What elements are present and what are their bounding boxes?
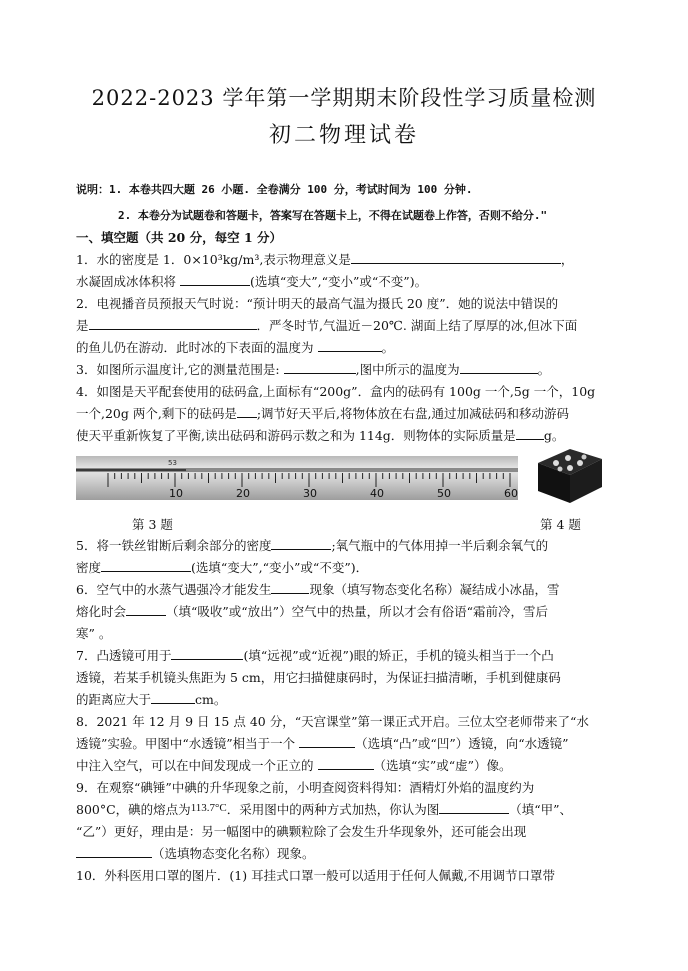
answer-blank[interactable]: [180, 272, 250, 286]
answer-blank[interactable]: [237, 404, 257, 418]
section-1-heading: 一、填空题（共 20 分，每空 1 分）: [76, 230, 283, 245]
answer-blank[interactable]: [299, 734, 355, 748]
weight-icon: [565, 455, 571, 461]
weight-icon: [582, 455, 587, 460]
question-5-line-2: 密度 (选填“变大”,“变小”或“不变”)．: [76, 560, 369, 575]
answer-blank[interactable]: [318, 338, 382, 352]
note-1: 说明：1. 本卷共四大题 26 小题. 全卷满分 100 分，考试时间为 100 分钟.: [76, 183, 473, 196]
thermometer-scale-label: 20: [236, 487, 250, 500]
question-8-line-1: 8．2021 年 12 月 9 日 15 点 40 分，“天宫课堂”第一课正式开启。三位太空老师带来了“水: [76, 714, 589, 729]
question-4-line-2: 一个,20g 两个,剩下的砝码是 ;调节好天平后,将物体放在右盘,通过加减砝码和移动游码: [76, 406, 569, 421]
question-9-line-3: “乙”）更好，理由是：另一幅图中的碘颗粒除了会发生升华现象外，还可能会出现: [76, 824, 527, 839]
answer-blank[interactable]: [318, 756, 374, 770]
answer-blank[interactable]: [284, 360, 356, 374]
thermometer-scale-label: 10: [169, 487, 183, 500]
thermometer-scale-label: 60: [504, 487, 518, 500]
answer-blank[interactable]: [171, 646, 243, 660]
question-9-line-4: （选填物态变化名称）现象。: [76, 844, 616, 862]
question-9-line-1: 9．在观察“碘锤”中碘的升华现象之前，小明查阅资料得知：酒精灯外焰的温度约为: [76, 780, 535, 795]
question-7-line-2: 透镜，若某手机镜头焦距为 5 cm，用它扫描健康码时，为保证扫描清晰，手机到健康码: [76, 670, 561, 685]
question-4-line-1: 4．如图是天平配套使用的砝码盒,上面标有“200g”．盒内的砝码有 100g 一个,5g 一个，10g: [76, 384, 596, 399]
thermometer-figure: [76, 456, 518, 500]
thermometer-scale-label: 50: [437, 487, 451, 500]
answer-blank[interactable]: [89, 316, 257, 330]
answer-blank[interactable]: [126, 602, 166, 616]
weight-box-figure: [530, 445, 605, 507]
question-4-line-3: 使天平重新恢复了平衡,读出砝码和游码示数之和为 114g．则物体的实际质量是 g。: [76, 428, 565, 443]
question-2-line-1: 2．电视播音员预报天气时说：“预计明天的最高气温为摄氏 20 度”．她的说法中错误的: [76, 296, 559, 311]
figure-4-caption: 第 4 题: [540, 517, 581, 532]
answer-blank[interactable]: [76, 844, 152, 858]
question-7-line-3: 的距离应大于 cm。: [76, 692, 227, 707]
answer-blank[interactable]: [439, 800, 509, 814]
page-title: 2022-2023 学年第一学期期末阶段性学习质量检测: [91, 86, 597, 110]
weight-icon: [553, 460, 559, 466]
answer-blank[interactable]: [101, 558, 191, 572]
thermometer-scale-label: 40: [370, 487, 384, 500]
question-2-line-2: 是 ．严冬时节,气温近－20℃. 湖面上结了厚厚的冰,但冰下面: [76, 318, 578, 333]
page-subtitle: 初二物理试卷: [268, 123, 419, 148]
answer-blank[interactable]: [351, 250, 561, 264]
weight-icon: [558, 467, 563, 472]
question-6-line-2: 熔化时会 （填“吸收”或“放出”）空气中的热量，所以才会有俗语“霜前冷，雪后: [76, 604, 548, 619]
thermometer-scale-label: 30: [303, 487, 317, 500]
question-8-line-2: 透镜”实验。甲图中“水透镜”相当于一个 （选填“凸”或“凹”）透镜，向“水透镜”: [76, 736, 569, 751]
question-8-line-3: 中注入空气，可以在中间发现成一个正立的 （选填“实”或“虚”）像。: [76, 758, 512, 773]
thermometer-top-label: 53: [168, 459, 177, 467]
question-10-line-1: 10．外科医用口罩的图片．(1) 耳挂式口罩一般可以适用于任何人佩戴,不用调节口罩带: [76, 868, 556, 883]
question-9-line-2: 800°C，碘的熔点为113.7°C．采用图中的两种方式加热，你认为图 （填“甲”、: [76, 802, 573, 817]
answer-blank[interactable]: [271, 580, 309, 594]
answer-blank[interactable]: [516, 426, 544, 440]
answer-blank[interactable]: [151, 690, 195, 704]
answer-blank[interactable]: [271, 536, 331, 550]
question-1-line-2: 水凝固成冰体积将 (选填“变大”,“变小”或“不变”)。: [76, 274, 428, 289]
answer-blank[interactable]: [460, 360, 538, 374]
weight-icon: [577, 460, 583, 466]
weight-icon: [567, 465, 573, 471]
figure-3-caption: 第 3 题: [132, 517, 173, 532]
question-2-line-3: 的鱼儿仍在游动．此时冰的下表面的温度为 。: [76, 340, 395, 355]
question-7-line-1: 7．凸透镜可用于 (填“远视”或“近视”)眼的矫正，手机的镜头相当于一个凸: [76, 648, 554, 663]
question-1-line-1: 1．水的密度是 1．0×10³kg/m³,表示物理意义是 ，: [76, 252, 574, 267]
note-2: 2. 本卷分为试题卷和答题卡，答案写在答题卡上，不得在试题卷上作答，否则不给分.": [118, 209, 548, 222]
question-5-line-1: 5．将一铁丝钳断后剩余部分的密度 ;氧气瓶中的气体用掉一半后剩余氧气的: [76, 538, 549, 553]
question-3: 3．如图所示温度计,它的测量范围是: ,图中所示的温度为 。: [76, 362, 551, 377]
question-6-line-1: 6．空气中的水蒸气遇强冷才能发生 现象（填写物态变化名称）凝结成小冰晶，雪: [76, 582, 560, 597]
question-6-line-3: 寒” 。: [76, 626, 112, 641]
iodine-melting-point: 113.7°C: [190, 802, 227, 814]
